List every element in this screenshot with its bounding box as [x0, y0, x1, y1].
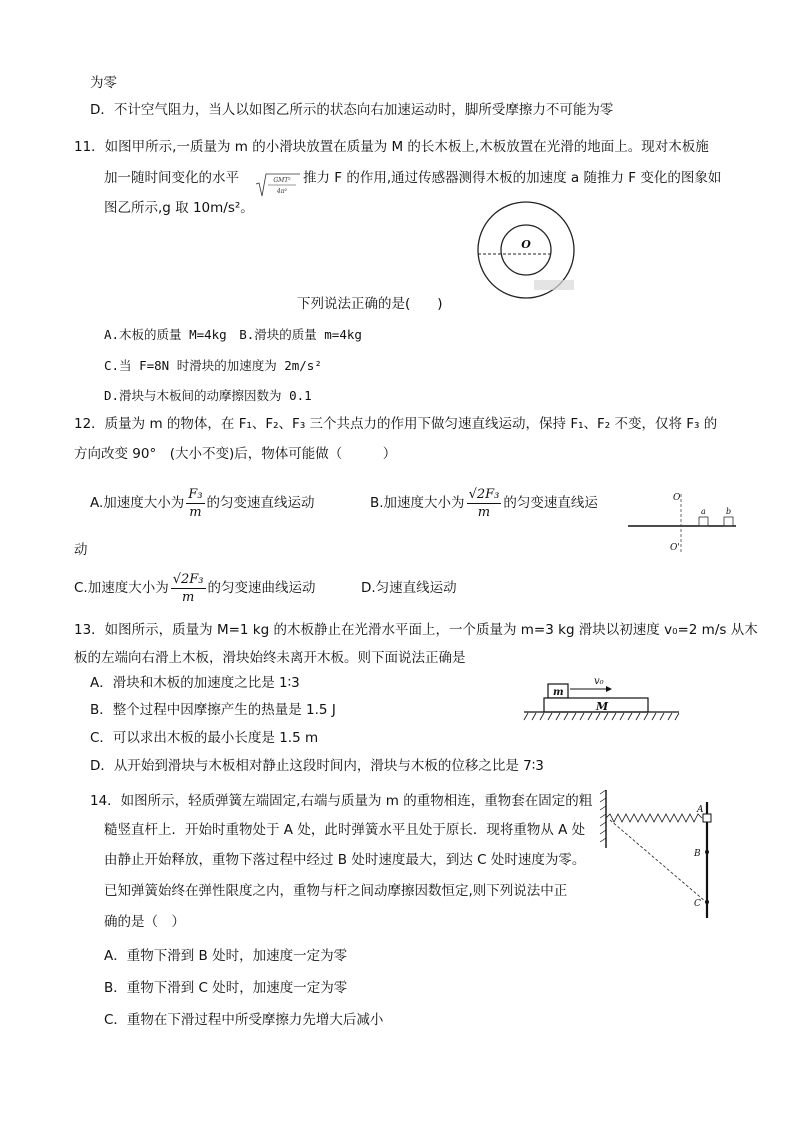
question-13-line2: 板的左端向右滑上木板，滑块始终未离开木板。则下面说法正确是 [74, 650, 466, 666]
option-d: D．不计空气阻力，当人以如图乙所示的状态向右加速运动时，脚所受摩擦力不可能为零 [90, 102, 614, 118]
track-figure [628, 490, 738, 560]
question-13-option-d: D．从开始到滑块与木板相对静止这段时间内，滑块与木板的位移之比是 7∶3 [90, 758, 544, 774]
label-b: b [726, 507, 732, 516]
question-12-line1: 12．质量为 m 的物体，在 F₁、F₂、F₃ 三个共点力的作用下做匀速直线运动，保持 F₁、F₂ 不变，仅将 F₃ 的 [74, 416, 718, 432]
question-14-line3: 由静止开始释放，重物下落过程中经过 B 处时速度最大，到达 C 处时速度为零。 [104, 852, 586, 868]
fraction-f3-over-m [186, 486, 204, 521]
fraction-denominator: m [189, 504, 202, 520]
question-11-line2a: 加一随时间变化的水平 [104, 170, 239, 186]
sqrt-denominator: 4π² [276, 188, 288, 195]
option-c-suffix: 的匀变速曲线运动 [207, 580, 316, 596]
question-12-line2: 方向改变 90° (大小不变)后，物体可能做（ ） [74, 446, 397, 462]
question-14-line2: 糙竖直杆上．开始时重物处于 A 处，此时弹簧水平且处于原长．现将重物从 A 处 [104, 822, 586, 838]
question-14-line4: 已知弹簧始终在弹性限度之内，重物与杆之间动摩擦因数恒定,则下列说法中正 [104, 883, 568, 899]
fraction-root2f3-over-m [171, 571, 206, 606]
question-11-line1: 11．如图甲所示,一质量为 m 的小滑块放置在质量为 M 的长木板上,木板放置在光滑的地面上。现对木板施 [74, 139, 709, 155]
question-14-option-c: C．重物在下滑过程中所受摩擦力先增大后减小 [104, 1012, 384, 1028]
label-a: a [701, 507, 706, 516]
label-A: A [697, 805, 704, 815]
question-14-line1: 14．如图所示，轻质弹簧左端固定,右端与质量为 m 的重物相连，重物套在固定的粗 [90, 793, 593, 809]
question-12-option-b-tail: 动 [74, 542, 88, 558]
label-m: m [553, 687, 564, 698]
question-13-option-c: C．可以求出木板的最小长度是 1.5 m [90, 730, 319, 746]
label-C: C [694, 899, 701, 909]
question-14-option-a: A．重物下滑到 B 处时，加速度一定为零 [104, 948, 348, 964]
fraction-root2f3-over-m [467, 486, 502, 521]
question-11-line2b: 推力 F 的作用,通过传感器测得木板的加速度 a 随推力 F 变化的图象如 [303, 170, 722, 186]
question-11-option-d: D.滑块与木板间的动摩擦因数为 0.1 [104, 388, 312, 403]
fraction-numerator: F₃ [188, 486, 203, 502]
question-11-option-c: C.当 F=8N 时滑块的加速度为 2m/s² [104, 358, 322, 373]
option-c-prefix: C.加速度大小为 [74, 580, 169, 596]
ring-center-label: O [521, 238, 531, 251]
label-B: B [694, 849, 701, 859]
question-12-option-b [370, 485, 598, 521]
question-13-option-a: A．滑块和木板的加速度之比是 1∶3 [90, 675, 300, 691]
option-b-prefix: B.加速度大小为 [370, 495, 465, 511]
question-14-line5: 确的是（ ） [104, 914, 185, 930]
label-o-bottom: O' [670, 543, 680, 553]
fraction-numerator: √2F₃ [172, 571, 204, 587]
question-13-line1: 13．如图所示，质量为 M=1 kg 的木板静止在光滑水平面上，一个质量为 m=3 kg 滑块以初速度 v₀=2 m/s 从木 [74, 622, 758, 638]
sqrt-formula-image [256, 172, 300, 200]
question-11-line3: 图乙所示,g 取 10m/s²。 [104, 200, 254, 216]
question-11-option-a-b: A.木板的质量 M=4kg B.滑块的质量 m=4kg [104, 327, 362, 342]
spring-rod-figure [600, 790, 720, 922]
question-11-prompt: 下列说法正确的是( ) [297, 296, 443, 312]
label-M: M [596, 700, 609, 713]
option-b-suffix: 的匀变速直线运 [503, 495, 598, 511]
option-a-prefix: A.加速度大小为 [90, 495, 185, 511]
question-14-option-b: B．重物下滑到 C 处时，加速度一定为零 [104, 980, 348, 996]
ring-figure [474, 200, 584, 300]
block-on-board-figure [524, 672, 684, 732]
fraction-denominator: m [181, 589, 195, 605]
text-line: 为零 [90, 75, 117, 91]
question-12-option-a [90, 485, 315, 521]
label-o-top: O [673, 493, 681, 503]
question-12-option-c [74, 570, 316, 606]
sqrt-numerator: GMT² [273, 177, 291, 184]
option-a-suffix: 的匀变速直线运动 [206, 495, 315, 511]
question-12-option-d: D.匀速直线运动 [361, 580, 457, 596]
question-13-option-b: B．整个过程中因摩擦产生的热量是 1.5 J [90, 702, 336, 718]
fraction-denominator: m [477, 504, 491, 520]
fraction-numerator: √2F₃ [468, 486, 500, 502]
label-v0: v₀ [594, 676, 604, 687]
blurred-watermark [534, 280, 574, 290]
